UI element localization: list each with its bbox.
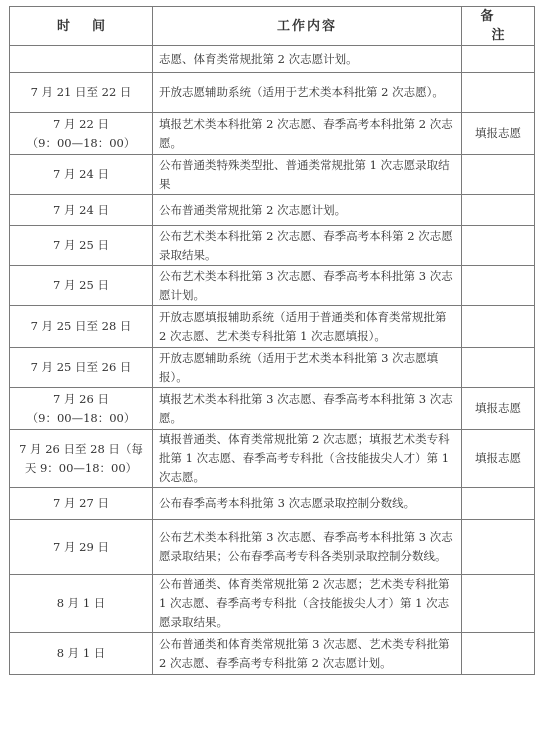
row-note: 填报志愿 [462,388,535,430]
row-time [10,155,153,195]
row-note [462,73,535,113]
row-time [10,113,153,155]
row-time-line-1: 7 月 29 日 [53,539,109,554]
row-note [462,266,535,306]
row-time [10,73,153,113]
row-time [10,633,153,675]
row-time [10,46,153,73]
row-time-line-1: 7 月 25 日 [53,238,109,252]
table-row [10,633,535,675]
row-content: 填报普通类、体育类常规批第 2 次志愿；填报艺术类专科批第 1 次志愿、春季高考专科批（含技能拔尖人才）第 1 次志愿。 [153,430,462,488]
row-content: 公布普通类特殊类型批、普通类常规批第 1 次志愿录取结果 [153,155,462,195]
table-row [10,226,535,266]
header-content: 工作内容 [153,7,462,46]
row-content: 公布春季高考本科批第 3 次志愿录取控制分数线。 [153,488,462,520]
row-content: 公布艺术类本科批第 3 次志愿、春季高考本科批第 3 次志愿录取结果；公布春季高考专科各类别录取控制分数线。 [153,520,462,575]
table-row [10,430,535,488]
row-time [10,348,153,388]
row-time [10,388,153,430]
table-row [10,488,535,520]
row-time-line-2: （9：00—18：00） [26,410,136,425]
row-time [10,195,153,226]
row-content: 开放志愿辅助系统（适用于艺术类本科批第 3 次志愿填报）。 [153,348,462,388]
table-row [10,520,535,575]
row-note [462,155,535,195]
row-time-line-1: 8 月 1 日 [56,596,106,610]
row-time-line-2: 天 9：00—18：00） [24,460,138,475]
schedule-table [9,6,535,675]
row-content: 公布普通类、体育类常规批第 2 次志愿；艺术类专科批第 1 次志愿、春季高考专科批（含技能拔尖人才）第 1 次志愿录取结果。 [153,575,462,633]
row-note [462,46,535,73]
row-time-line-2: （9：00—18：00） [26,135,136,150]
row-content: 公布普通类和体育类常规批第 3 次志愿、艺术类专科批第 2 次志愿、春季高考专科批第 2 次志愿计划。 [153,633,462,675]
row-content: 公布普通类常规批第 2 次志愿计划。 [153,195,462,226]
row-time-line-1: 7 月 25 日至 26 日 [30,360,132,374]
table-row [10,306,535,348]
row-time [10,520,153,575]
header-row [10,7,535,46]
row-time-line-1: 7 月 25 日至 28 日 [30,319,132,333]
row-note [462,195,535,226]
row-time-line-1: 7 月 24 日 [53,202,109,217]
row-note: 填报志愿 [462,113,535,155]
row-time-line-1: 7 月 25 日 [53,278,109,292]
row-note [462,348,535,388]
row-time [10,488,153,520]
row-time-line-1: 7 月 24 日 [53,167,109,181]
table-row [10,113,535,155]
row-time-line-1: 8 月 1 日 [56,646,106,660]
row-note [462,488,535,520]
row-content: 填报艺术类本科批第 3 次志愿、春季高考本科批第 3 次志愿。 [153,388,462,430]
table-row [10,155,535,195]
row-time-line-1: 7 月 26 日至 28 日（每 [19,441,143,456]
table-row [10,348,535,388]
table-row [10,388,535,430]
header-time: 时间 [10,7,153,46]
row-content: 填报艺术类本科批第 2 次志愿、春季高考本科批第 2 次志愿。 [153,113,462,155]
row-time [10,430,153,488]
header-note: 备注 [462,7,535,46]
row-note [462,575,535,633]
row-time [10,306,153,348]
row-content: 志愿、体育类常规批第 2 次志愿计划。 [153,46,462,73]
table-row [10,266,535,306]
row-time-line-1: 7 月 21 日至 22 日 [30,85,132,99]
row-note: 填报志愿 [462,430,535,488]
row-note [462,520,535,575]
table-row [10,195,535,226]
table-row [10,46,535,73]
table-row [10,575,535,633]
row-time-line-1: 7 月 27 日 [53,496,109,510]
row-note [462,633,535,675]
row-time-line-1: 7 月 22 日 [53,116,109,131]
table-row [10,73,535,113]
row-time-line-1: 7 月 26 日 [53,391,109,406]
row-content: 公布艺术类本科批第 3 次志愿、春季高考本科批第 3 次志愿计划。 [153,266,462,306]
row-note [462,306,535,348]
row-content: 开放志愿填报辅助系统（适用于普通类和体育类常规批第 2 次志愿、艺术类专科批第 1 次志愿填报）。 [153,306,462,348]
row-time [10,226,153,266]
row-content: 开放志愿辅助系统（适用于艺术类本科批第 2 次志愿）。 [153,73,462,113]
row-time [10,266,153,306]
row-content: 公布艺术类本科批第 2 次志愿、春季高考本科第 2 次志愿录取结果。 [153,226,462,266]
row-note [462,226,535,266]
row-time [10,575,153,633]
